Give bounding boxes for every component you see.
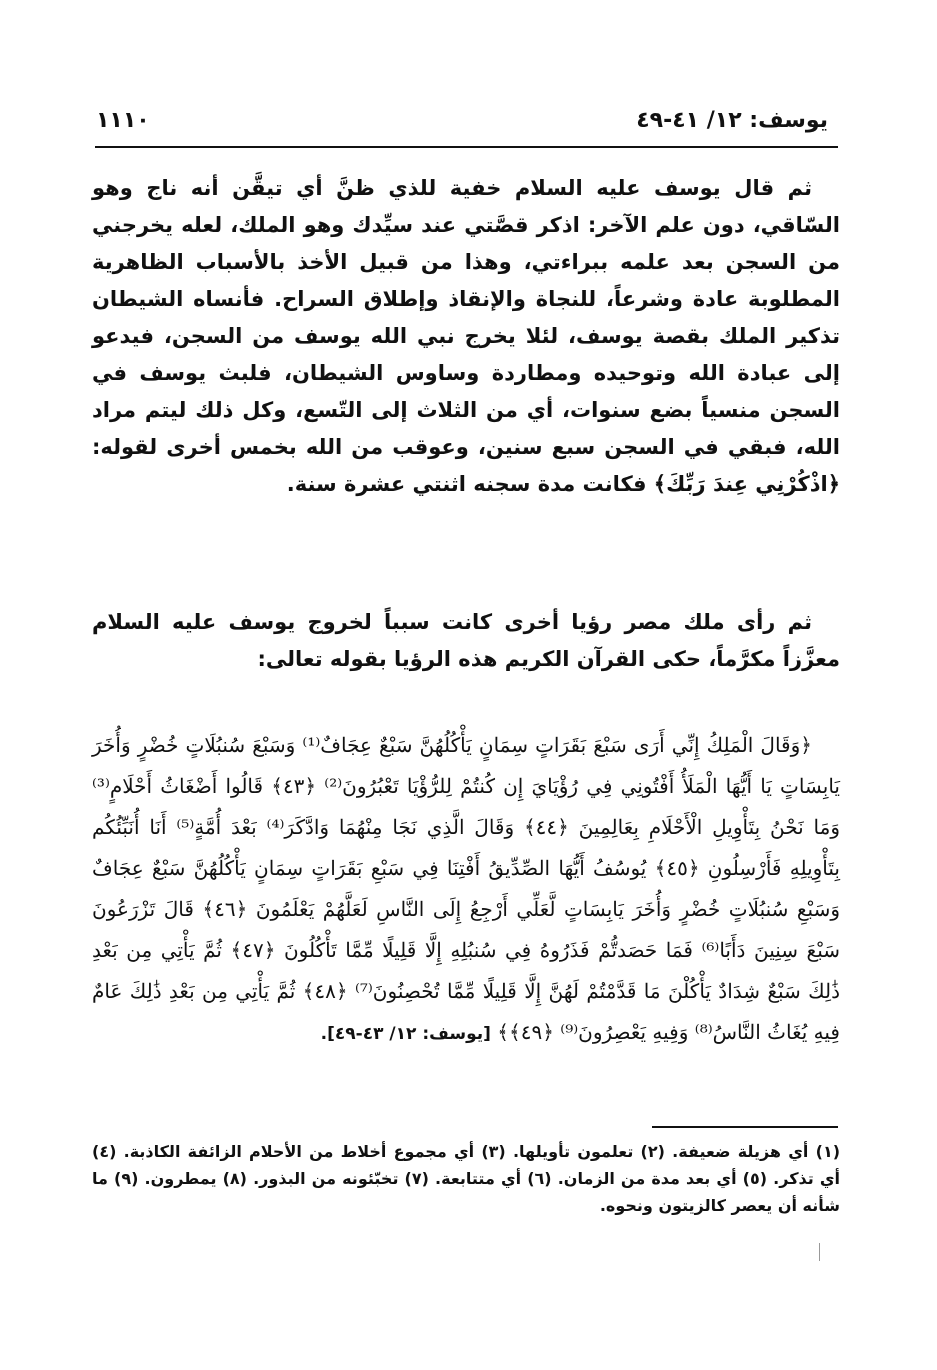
header-divider <box>95 146 838 148</box>
margin-mark <box>819 1243 820 1261</box>
quran-verses <box>92 725 840 1055</box>
footnote-divider <box>652 1126 838 1128</box>
footnotes: (١) أي هزيلة ضعيفة. (٢) تعلمون تأويلها. (٣) أي مجموع أخلاط من الأحلام الزائفة الكاذبة. (٤) أي تذكر. (٥) أي بعد مدة من الزمان. (٦) أي متتابعة. (٧) تخبّئونه من البذور. (٨) يمطرون. (٩) ما شأنه أن يعصر كالزيتون ونحوه. <box>92 1142 841 1215</box>
paragraph-text: ثم قال يوسف عليه السلام خفية للذي ظنَّ أي تيقَّن أنه ناج وهو السّاقي، دون علم الآخر: اذكر قصَّتي عند سيِّدك وهو الملك، لعله يخرجني من السجن بعد علمه ببراءتي، وهذا من قبيل الأخذ بالأسباب الظاهرية المطلوبة عادة وشرعاً، للنجاة والإنقاذ وإطلاق السراح. فأنساه الشيطان تذكير الملك بقصة يوسف، لئلا يخرج نبي الله يوسف من السجن، فيدعو إلى عبادة الله وتوحيده ومطاردة وساوس الشيطان، فلبث يوسف في السجن منسياً بضع سنوات، أي من الثلاث إلى التّسع، وكل ذلك ليتم مراد الله، فبقي في السجن سبع سنين، وعوقب من الله بخمس أخرى لقوله: ﴿اذْكُرْنِي عِندَ رَبِّكَ﴾ فكانت مدة سجنه اثنتي عشرة سنة. <box>92 176 840 496</box>
page-header <box>88 108 828 142</box>
chapter-reference: يوسف: ١٢/ ٤١-٤٩ <box>636 108 828 133</box>
quran-text: ﴿وَقَالَ الْمَلِكُ إِنِّي أَرَى سَبْعَ بَقَرَاتٍ سِمَانٍ يَأْكُلُهُنَّ سَبْعٌ عِجَافٌ⁽¹⁾ وَسَبْعَ سُنبُلَاتٍ خُضْرٍ وَأُخَرَ يَابِسَاتٍ يَا أَيُّهَا الْمَلَأُ أَفْتُونِي فِي رُؤْيَايَ إِن كُنتُمْ لِلرُّؤْيَا تَعْبُرُونَ⁽²⁾ ﴿٤٣﴾ قَالُوا أَضْغَاثُ أَحْلَامٍ⁽³⁾ وَمَا نَحْنُ بِتَأْوِيلِ الْأَحْلَامِ بِعَالِمِينَ ﴿٤٤﴾ وَقَالَ الَّذِي نَجَا مِنْهُمَا وَادَّكَرَ⁽⁴⁾ بَعْدَ أُمَّةٍ⁽⁵⁾ أَنَا أُنَبِّئُكُم بِتَأْوِيلِهِ فَأَرْسِلُونِ ﴿٤٥﴾ يُوسُفُ أَيُّهَا الصِّدِّيقُ أَفْتِنَا فِي سَبْعِ بَقَرَاتٍ سِمَانٍ يَأْكُلُهُنَّ سَبْعٌ عِجَافٌ وَسَبْعِ سُنبُلَاتٍ خُضْرٍ وَأُخَرَ يَابِسَاتٍ لَّعَلِّي أَرْجِعُ إِلَى النَّاسِ لَعَلَّهُمْ يَعْلَمُونَ ﴿٤٦﴾ قَالَ تَزْرَعُونَ سَبْعَ سِنِينَ دَأَبًا⁽⁶⁾ فَمَا حَصَدتُّمْ فَذَرُوهُ فِي سُنبُلِهِ إِلَّا قَلِيلًا مِّمَّا تَأْكُلُونَ ﴿٤٧﴾ ثُمَّ يَأْتِي مِن بَعْدِ ذَٰلِكَ سَبْعٌ شِدَادٌ يَأْكُلْنَ مَا قَدَّمْتُمْ لَهُنَّ إِلَّا قَلِيلًا مِّمَّا تُحْصِنُونَ⁽⁷⁾ ﴿٤٨﴾ ثُمَّ يَأْتِي مِن بَعْدِ ذَٰلِكَ عَامٌ فِيهِ يُغَاثُ النَّاسُ⁽⁸⁾ وَفِيهِ يَعْصِرُونَ⁽⁹⁾ ﴿٤٩﴾﴾ <box>92 733 840 1044</box>
paragraph-commentary <box>92 170 840 503</box>
paragraph-introduction <box>92 604 840 678</box>
page-number: ١١١٠ <box>96 108 150 133</box>
paragraph-text: ثم رأى ملك مصر رؤيا أخرى كانت سبباً لخروج يوسف عليه السلام معزَّزاً مكرَّماً، حكى القرآن الكريم هذه الرؤيا بقوله تعالى: <box>92 610 840 671</box>
verse-reference: [يوسف: ١٢/ ٤٣-٤٩]. <box>320 1024 491 1044</box>
